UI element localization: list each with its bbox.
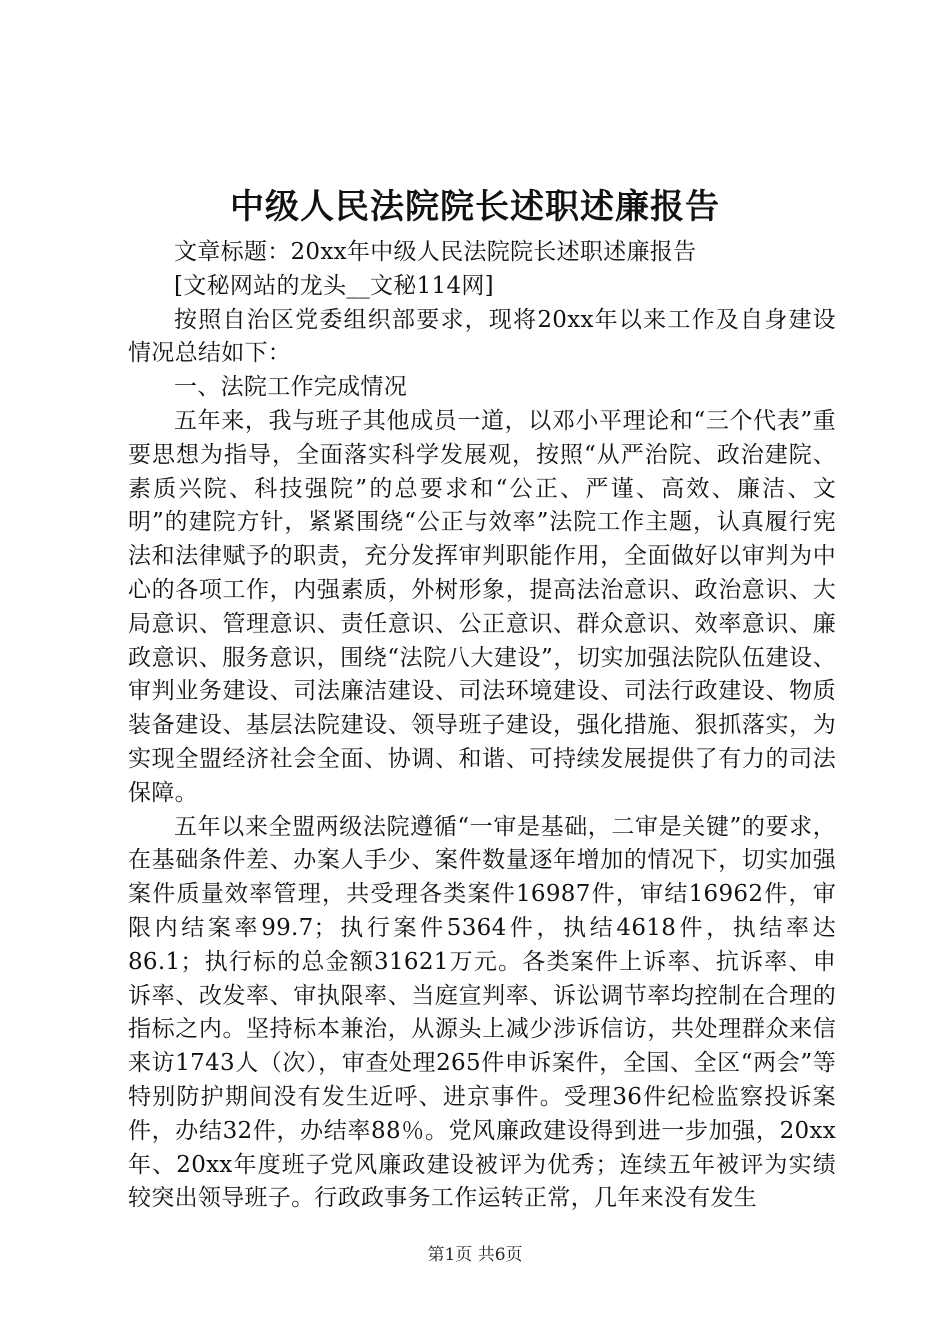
intro-paragraph: 按照自治区党委组织部要求，现将20xx年以来工作及自身建设情况总结如下： — [128, 306, 836, 367]
source-line: [文秘网站的龙头__文秘114网] — [174, 272, 494, 299]
document-body — [128, 236, 836, 1216]
body-paragraph: 五年以来全盟两级法院遵循“一审是基础，二审是关键”的要求，在基础条件差、办案人手少、案件数量逐年增加的情况下，切实加强案件质量效率管理，共受理各类案件16987件，审结16962件，审限内结案率99.7；执行案件5364件，执结4618件，执结率达86.1；执行标的总金额31621万元。各类案件上诉率、抗诉率、申诉率、改发率、审执限率、当庭宣判率、诉讼调节率均控制在合理的指标之内。坚持标本兼治，从源头上减少涉诉信访，共处理群众来信来访1743人（次），审查处理265件申诉案件，全国、全区“两会”等特别防护期间没有发生近呼、进京事件。受理36件纪检监察投诉案件，办结32件，办结率88％。党风廉政建设得到进一步加强，20xx年、20xx年度班子党风廉政建设被评为优秀；连续五年被评为实绩较突出领导班子。行政政事务工作运转正常，几年来没有发生 — [128, 813, 836, 1212]
article-title-line: 文章标题：20xx年中级人民法院院长述职述廉报告 — [174, 239, 697, 265]
body-paragraph: 五年来，我与班子其他成员一道，以邓小平理论和“三个代表”重要思想为指导，全面落实科学发展观，按照“从严治院、政治建院、素质兴院、科技强院”的总要求和“公正、严谨、高效、廉洁、文明”的建院方针，紧紧围绕“公正与效率”法院工作主题，认真履行宪法和法律赋予的职责，充分发挥审判职能作用，全面做好以审判为中心的各项工作，内强素质，外树形象，提高法治意识、政治意识、大局意识、管理意识、责任意识、公正意识、群众意识、效率意识、廉政意识、服务意识，围绕“法院八大建设”，切实加强法院队伍建设、审判业务建设、司法廉洁建设、司法环境建设、司法行政建设、物质装备建设、基层法院建设、领导班子建设，强化措施、狠抓落实，为实现全盟经济社会全面、协调、和谐、可持续发展提供了有力的司法保障。 — [128, 407, 836, 806]
page-number-footer: 第1页 共6页 — [427, 1245, 523, 1265]
document-title: 中级人民法院院长述职述廉报告 — [230, 187, 720, 227]
section-heading: 一、法院工作完成情况 — [174, 374, 407, 401]
